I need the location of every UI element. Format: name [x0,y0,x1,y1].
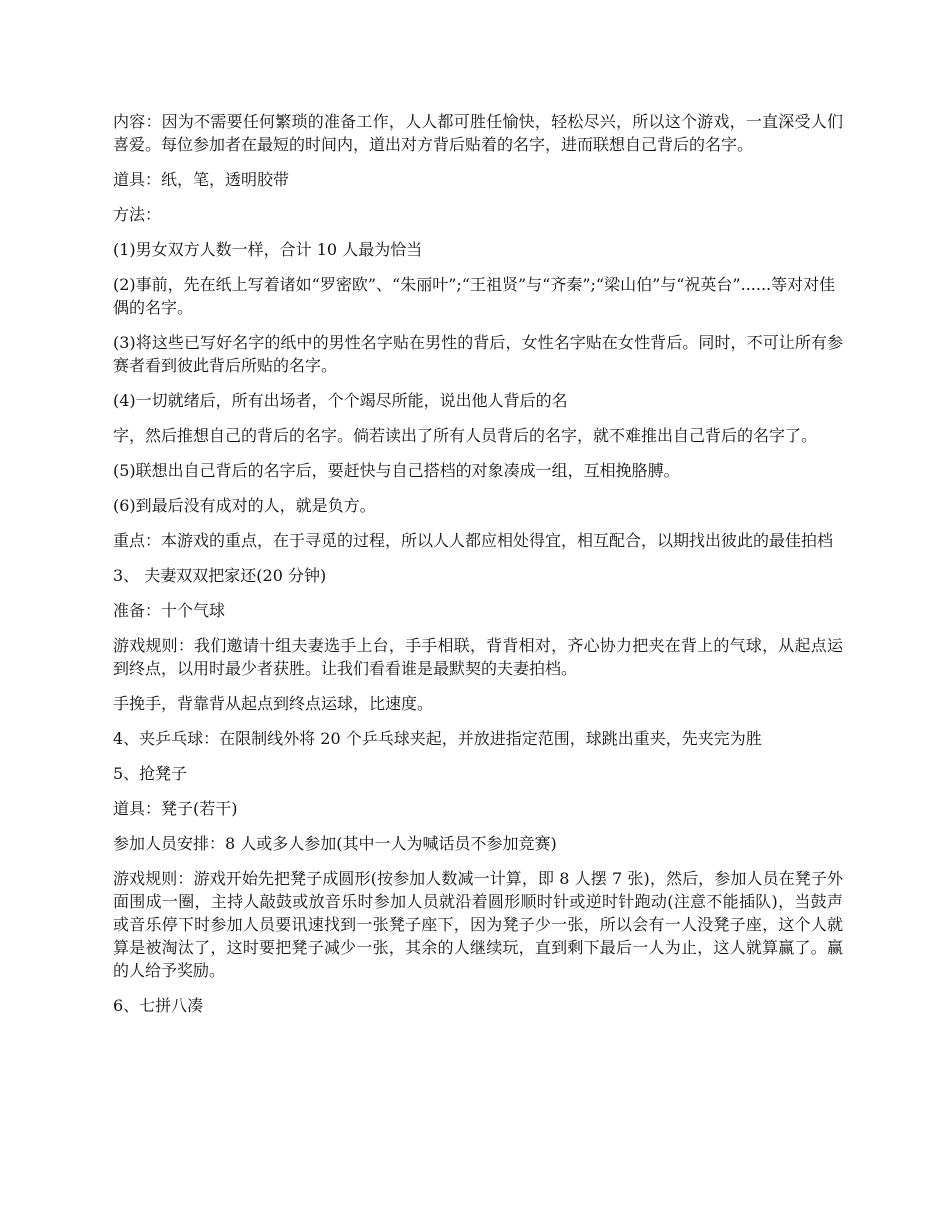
paragraph-props-5: 道具：凳子(若干) [113,799,238,818]
paragraph-step-4-continued: 字，然后推想自己的背后的名字。倘若读出了所有人员背后的名字，就不难推出自己背后的名字了。 [113,426,818,445]
paragraph-step-5: (5)联想出自己背后的名字后，要赶快与自己搭档的对象凑成一组，互相挽胳膊。 [113,461,680,480]
paragraph-rules-3-summary: 手挽手，背靠背从起点到终点运球，比速度。 [113,694,434,713]
paragraph-step-4: (4)一切就绪后，所有出场者，个个竭尽所能，说出他人背后的名 [113,391,568,410]
paragraph-key-point: 重点：本游戏的重点，在于寻觅的过程，所以人人都应相处得宜，相互配合，以期找出彼此的最佳拍档 [113,531,834,550]
paragraph-step-2: (2)事前，先在纸上写着诸如“罗密欧”、“朱丽叶”;“王祖贤”与“齐秦”;“梁山伯”与“祝英台”......等对对佳偶的名字。 [113,275,836,317]
paragraph-method-heading: 方法： [113,205,162,224]
section-heading-5: 5、抢凳子 [113,764,188,783]
paragraph-preparation: 准备：十个气球 [113,601,226,620]
paragraph-props: 道具：纸，笔，透明胶带 [113,170,290,189]
paragraph-step-1: (1)男女双方人数一样，合计 10 人最为恰当 [113,240,423,259]
section-heading-4: 4、夹乒乓球：在限制线外将 20 个乒乓球夹起，并放进指定范围，球跳出重夹，先夹完为胜 [113,729,762,748]
paragraph-rules-5: 游戏规则：游戏开始先把凳子成圆形(按参加人数减一计算，即 8 人摆 7 张)，然后，参加人员在凳子外面围成一圈，主持人敲鼓或放音乐时参加人员就沿着圆形顺时针或逆时针跑动(注意不能插队)，当鼓声或音乐停下时参加人员要讯速找到一张凳子座下，因为凳子少一张，所以会有一人没凳子座，这个人就算是被淘汰了，这时要把凳子减少一张，其余的人继续玩，直到剩下最后一人为止，这人就算赢了。赢的人给予奖励。 [113,869,843,980]
paragraph-participants-5: 参加人员安排：8 人或多人参加(其中一人为喊话员不参加竞赛) [113,834,557,853]
document-body [113,110,843,1029]
paragraph-rules-3: 游戏规则：我们邀请十组夫妻选手上台，手手相联，背背相对，齐心协力把夹在背上的气球，从起点运到终点，以用时最少者获胜。让我们看看谁是最默契的夫妻拍档。 [113,636,843,678]
paragraph-step-3: (3)将这些已写好名字的纸中的男性名字贴在男性的背后，女性名字贴在女性背后。同时，不可让所有参赛者看到彼此背后所贴的名字。 [113,333,843,375]
section-heading-3: 3、 夫妻双双把家还(20 分钟) [113,566,327,585]
paragraph-step-6: (6)到最后没有成对的人，就是负方。 [113,496,376,515]
section-heading-6: 6、七拼八凑 [113,996,204,1015]
paragraph-content-intro: 内容：因为不需要任何繁琐的准备工作，人人都可胜任愉快，轻松尽兴，所以这个游戏，一直深受人们喜爱。每位参加者在最短的时间内，道出对方背后贴着的名字，进而联想自己背后的名字。 [113,112,843,154]
